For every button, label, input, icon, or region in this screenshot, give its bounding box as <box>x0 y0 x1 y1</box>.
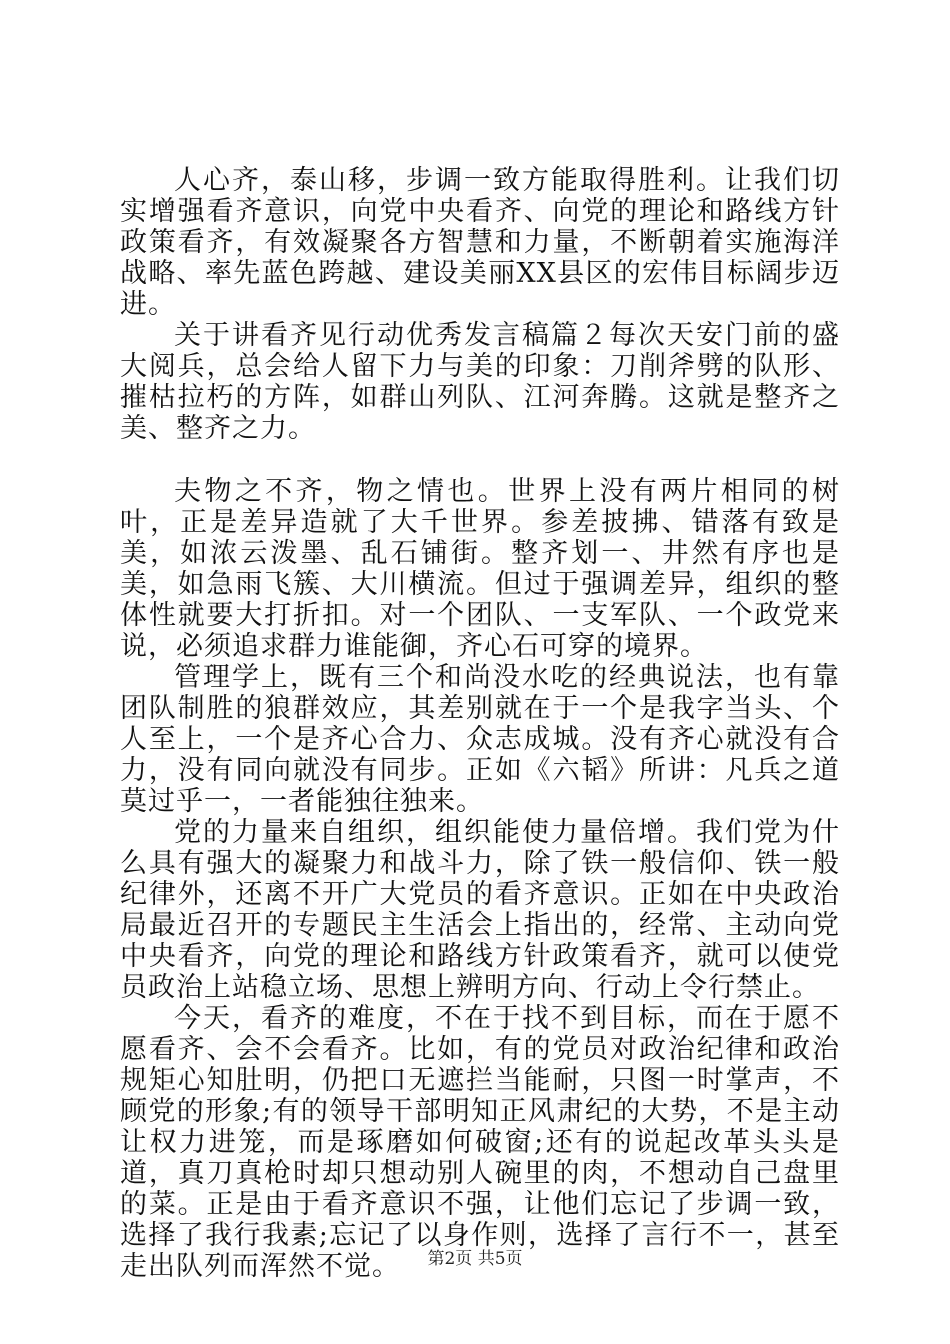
paragraph-5: 党的力量来自组织，组织能使力量倍增。我们党为什么具有强大的凝聚力和战斗力，除了铁一般信仰、铁一般纪律外，还离不开广大党员的看齐意识。正如在中央政治局最近召开的专题民主生活会上指出的，经常、主动向党中央看齐，向党的理论和路线方针政策看齐，就可以使党员政治上站稳立场、思想上辨明方向、行动上令行禁止。 <box>120 817 840 1003</box>
paragraph-6: 今天，看齐的难度，不在于找不到目标，而在于愿不愿看齐、会不会看齐。比如，有的党员对政治纪律和政治规矩心知肚明，仍把口无遮拦当能耐，只图一时掌声，不顾党的形象;有的领导干部明知正风肃纪的大势，不是主动让权力进笼，而是琢磨如何破窗;还有的说起改革头头是道，真刀真枪时却只想动别人碗里的肉，不想动自己盘里的菜。正是由于看齐意识不强，让他们忘记了步调一致，选择了我行我素;忘记了以身作则，选择了言行不一，甚至走出队列而浑然不觉。 <box>120 1003 840 1282</box>
paragraph-1: 人心齐，泰山移，步调一致方能取得胜利。让我们切实增强看齐意识，向党中央看齐、向党的理论和路线方针政策看齐，有效凝聚各方智慧和力量，不断朝着实施海洋战略、率先蓝色跨越、建设美丽XX县区的宏伟目标阔步迈进。 <box>120 165 840 320</box>
paragraph-4: 管理学上，既有三个和尚没水吃的经典说法，也有靠团队制胜的狼群效应，其差别就在于一个是我字当头、个人至上，一个是齐心合力、众志成城。没有齐心就没有合力，没有同向就没有同步。正如《六韬》所讲：凡兵之道莫过乎一，一者能独往独来。 <box>120 662 840 817</box>
paragraph-2: 关于讲看齐见行动优秀发言稿篇２每次天安门前的盛大阅兵，总会给人留下力与美的印象：刀削斧劈的队形、摧枯拉朽的方阵，如群山列队、江河奔腾。这就是整齐之美、整齐之力。 <box>120 320 840 444</box>
paragraph-3: 夫物之不齐，物之情也。世界上没有两片相同的树叶，正是差异造就了大千世界。参差披拂、错落有致是美，如浓云泼墨、乱石铺街。整齐划一、井然有序也是美，如急雨飞簇、大川横流。但过于强调差异，组织的整体性就要大打折扣。对一个团队、一支军队、一个政党来说，必须追求群力谁能御，齐心石可穿的境界。 <box>120 476 840 662</box>
page-number-footer: 第2页 共5页 <box>427 1249 523 1269</box>
document-body <box>120 165 840 1282</box>
paragraph-spacer <box>120 444 840 476</box>
